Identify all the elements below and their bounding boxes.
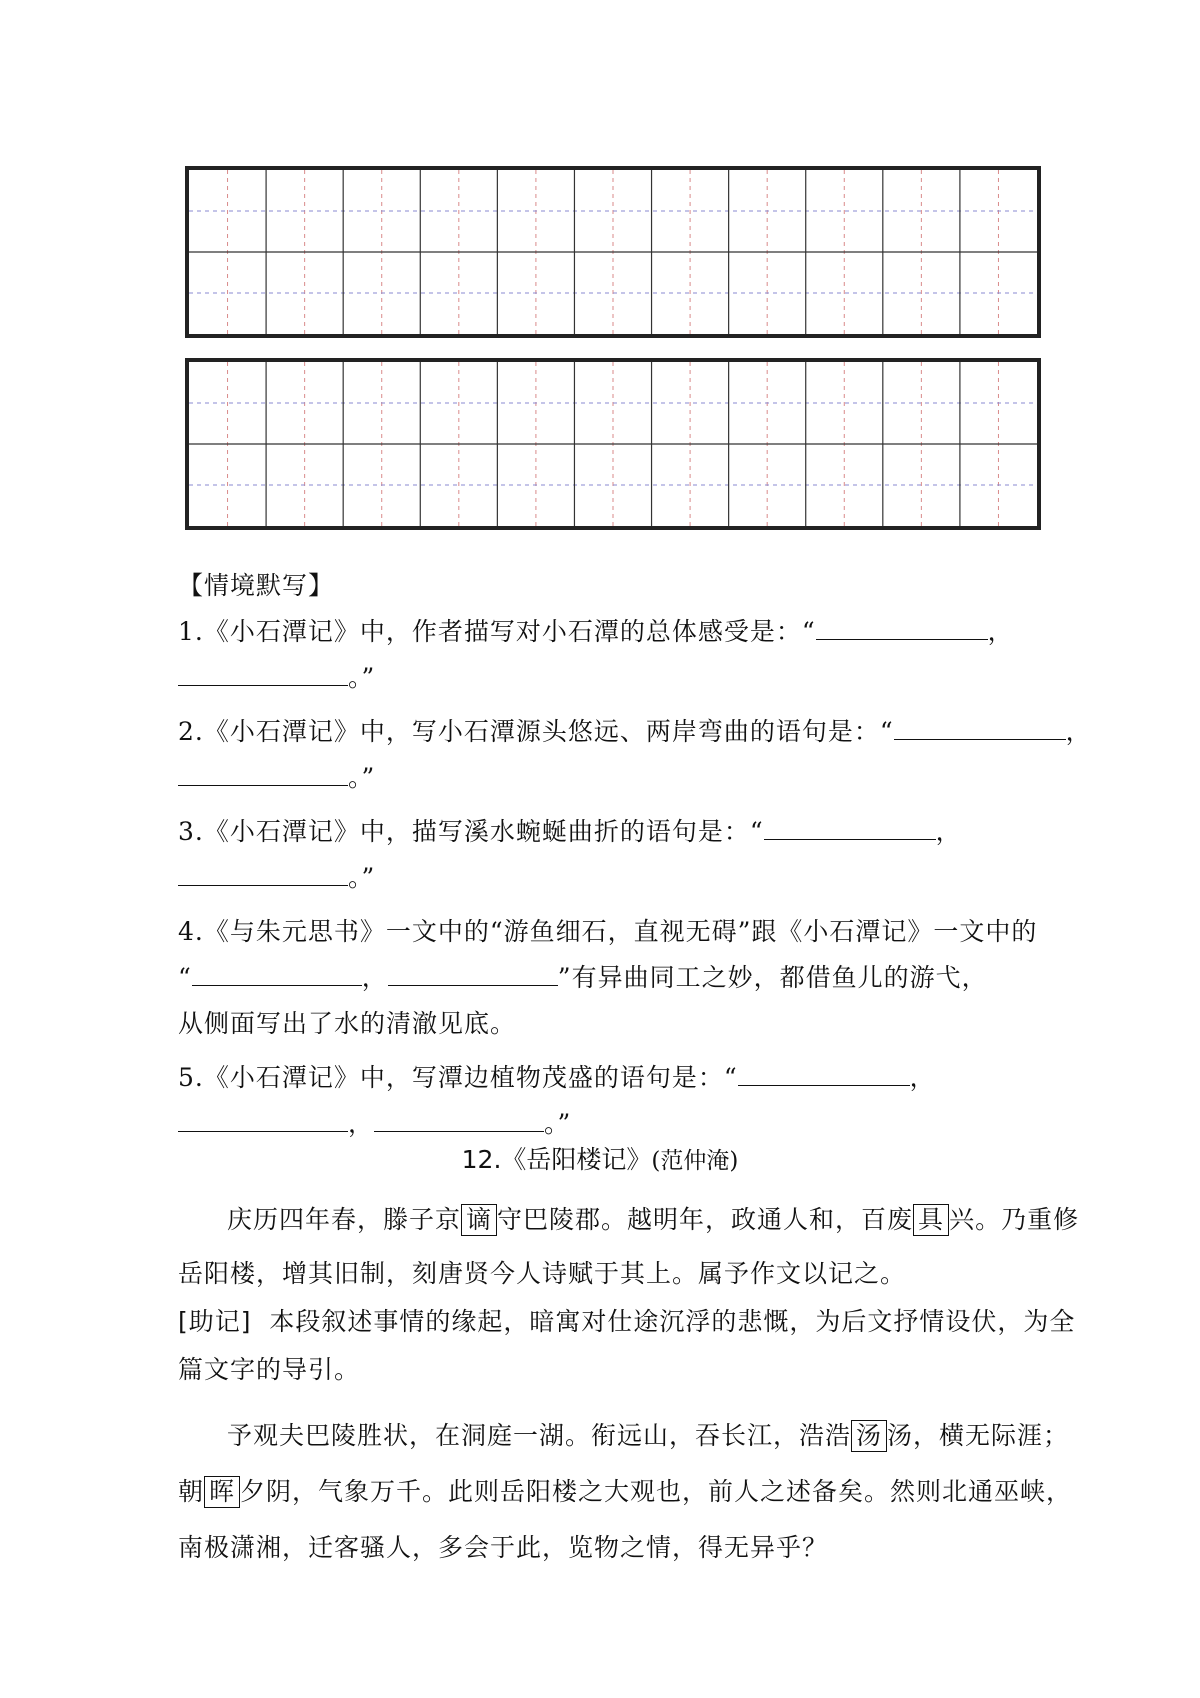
paragraph-2-line-1: 予观夫巴陵胜状，在洞庭一湖。衔远山，吞长江，浩浩 汤 汤，横无际涯；: [227, 1421, 1070, 1450]
highlighted-char: 晖: [204, 1476, 240, 1508]
answer-blank[interactable]: [374, 1109, 544, 1132]
lesson-author: (范仲淹): [651, 1148, 739, 1174]
highlighted-char: 具: [913, 1204, 949, 1236]
question-3-line-1: 3.《小石潭记》中，描写溪水蜿蜒曲折的语句是：“ ，: [178, 817, 962, 846]
question-4-line-1: 4.《与朱元思书》一文中的“游鱼细石，直视无碍”跟《小石潭记》一文中的: [178, 917, 1038, 946]
note-line-2: 篇文字的导引。: [178, 1355, 361, 1384]
note-tag: [助记]: [178, 1307, 252, 1336]
answer-blank[interactable]: [764, 817, 936, 840]
question-3-line-2: 。”: [178, 858, 375, 894]
lesson-title: 12.《岳阳楼记》(范仲淹): [461, 1145, 739, 1174]
answer-blank[interactable]: [388, 963, 558, 986]
question-5-line-2: ， 。”: [178, 1104, 571, 1140]
question-2-line-2: 。”: [178, 758, 375, 794]
answer-blank[interactable]: [178, 1109, 348, 1132]
question-4-line-3: 从侧面写出了水的清澈见底。: [178, 1009, 517, 1038]
highlighted-char: 谪: [461, 1204, 497, 1236]
writing-grid-1: [185, 166, 1041, 338]
question-1-line-2: 。”: [178, 658, 375, 694]
question-5-line-1: 5.《小石潭记》中，写潭边植物茂盛的语句是：“ ，: [178, 1063, 936, 1092]
paragraph-1-line-2: 岳阳楼，增其旧制，刻唐贤今人诗赋于其上。属予作文以记之。: [178, 1259, 907, 1288]
note-line-1: [助记] 本段叙述事情的缘起，暗寓对仕途沉浮的悲慨，为后文抒情设伏，为全: [178, 1307, 1076, 1336]
answer-blank[interactable]: [178, 863, 348, 886]
paragraph-2-line-2: 朝 晖 夕阴，气象万千。此则岳阳楼之大观也，前人之述备矣。然则北通巫峡，: [178, 1477, 1073, 1506]
section-title: 【情境默写】: [178, 571, 335, 600]
question-4-line-2: “ ， ”有异曲同工之妙，都借鱼儿的游弋，: [178, 963, 988, 992]
answer-blank[interactable]: [894, 717, 1066, 740]
answer-blank[interactable]: [178, 663, 348, 686]
answer-blank[interactable]: [192, 963, 362, 986]
grid-lines: [189, 170, 1037, 334]
answer-blank[interactable]: [816, 617, 988, 640]
grid-lines: [189, 362, 1037, 526]
answer-blank[interactable]: [738, 1063, 910, 1086]
answer-blank[interactable]: [178, 763, 348, 786]
paragraph-2-line-3: 南极潇湘，迁客骚人，多会于此，览物之情，得无异乎？: [178, 1533, 829, 1562]
paragraph-1-line-1: 庆历四年春，滕子京 谪 守巴陵郡。越明年，政通人和，百废 具 兴。乃重修: [227, 1205, 1080, 1234]
writing-grid-2: [185, 358, 1041, 530]
question-2-line-1: 2.《小石潭记》中，写小石潭源头悠远、两岸弯曲的语句是：“ ，: [178, 717, 1092, 746]
question-1-line-1: 1.《小石潭记》中，作者描写对小石潭的总体感受是：“ ，: [178, 617, 1014, 646]
highlighted-char: 汤: [851, 1420, 887, 1452]
